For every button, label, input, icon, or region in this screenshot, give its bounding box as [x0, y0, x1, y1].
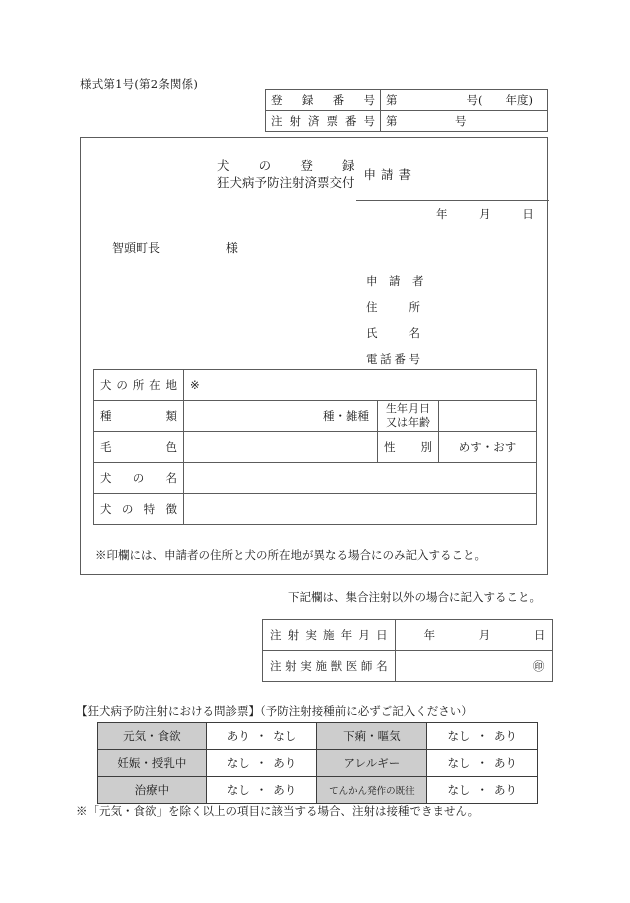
veterinarian-name-label: 注 射 実 施 獣 医 師 名	[263, 651, 396, 682]
questionnaire-answer-energy[interactable]: あり ・ なし	[206, 723, 317, 750]
vaccination-tag-number-value[interactable]: 第 号	[381, 111, 548, 132]
injection-date-year: 年	[423, 628, 436, 642]
form-title-stack	[217, 157, 355, 191]
table-row	[94, 494, 537, 525]
injection-date-value[interactable]	[395, 620, 553, 651]
table-row	[266, 90, 548, 111]
applicant-heading: 申 請 者	[366, 274, 424, 288]
addressee	[112, 239, 238, 256]
final-footnote: ※「元気・食欲」を除く以上の項目に該当する場合、注射は接種できません。	[76, 804, 480, 818]
table-row	[263, 651, 553, 682]
form-title-line-2: 狂犬病予防注射済票交付	[217, 175, 355, 190]
addressee-name: 智頭町長	[112, 241, 161, 255]
registration-number-label: 登 録 番 号	[266, 90, 381, 111]
injection-date-label: 注 射 実 施 年 月 日	[263, 620, 396, 651]
registration-number-value[interactable]: 第 号( 年度)	[381, 90, 548, 111]
dog-color-label: 毛 色	[94, 432, 184, 463]
veterinarian-name-value[interactable]	[395, 651, 553, 682]
questionnaire-answer-epilepsy[interactable]: なし ・ あり	[427, 777, 538, 804]
questionnaire-answer-allergy[interactable]: なし ・ あり	[427, 750, 538, 777]
questionnaire-answer-treatment[interactable]: なし ・ あり	[206, 777, 317, 804]
application-date[interactable]	[436, 206, 534, 222]
applicant-phone-field[interactable]: 電話番号	[366, 352, 420, 366]
questionnaire-label-energy: 元気・食欲	[98, 723, 207, 750]
questionnaire-answer-pregnancy[interactable]: なし ・ あり	[206, 750, 317, 777]
date-rule	[356, 200, 549, 201]
dog-sex-label: 性 別	[378, 432, 439, 463]
table-row	[94, 432, 537, 463]
dog-location-value[interactable]: ※	[184, 370, 537, 401]
dog-breed-value[interactable]: 種・雑種	[184, 401, 378, 432]
dog-name-label: 犬 の 名	[94, 463, 184, 494]
form-box-footnote: ※印欄には、申請者の住所と犬の所在地が異なる場合にのみ記入すること。	[95, 548, 486, 562]
injection-date-month: 月	[478, 628, 491, 642]
questionnaire-answer-diarrhea[interactable]: なし ・ あり	[427, 723, 538, 750]
table-row	[98, 750, 538, 777]
injection-record-table	[262, 619, 553, 682]
table-row	[98, 777, 538, 804]
applicant-block	[366, 268, 424, 372]
questionnaire-label-epilepsy: てんかん発作の既往	[317, 777, 427, 804]
form-title-suffix: 申請書	[363, 167, 417, 182]
dog-name-value[interactable]	[184, 463, 537, 494]
questionnaire-label-allergy: アレルギー	[317, 750, 427, 777]
vaccination-tag-number-label: 注 射 済 票 番 号	[266, 111, 381, 132]
table-row	[94, 370, 537, 401]
table-row	[263, 620, 553, 651]
injection-date-day: 日	[533, 628, 546, 642]
dog-dob-label: 生年月日 又は年齢	[378, 401, 439, 432]
table-row	[266, 111, 548, 132]
questionnaire-label-pregnancy: 妊娠・授乳中	[98, 750, 207, 777]
questionnaire-label-treatment: 治療中	[98, 777, 207, 804]
seal-icon: ㊞	[532, 659, 545, 673]
dog-features-value[interactable]	[184, 494, 537, 525]
main-form-box	[80, 137, 548, 575]
addressee-honorific: 様	[225, 241, 238, 255]
form-number: 様式第1号(第2条関係)	[80, 77, 199, 91]
registration-number-table	[265, 89, 548, 132]
date-day-label: 日	[522, 207, 534, 221]
applicant-name-field[interactable]: 氏 名	[366, 326, 420, 340]
questionnaire-label-diarrhea: 下痢・嘔気	[317, 723, 427, 750]
form-title-line-1: 犬 の 登 録	[217, 158, 355, 173]
dog-location-label: 犬 の 所 在 地	[94, 370, 184, 401]
dog-breed-label: 種 類	[94, 401, 184, 432]
dog-sex-value[interactable]: めす・おす	[439, 432, 537, 463]
injection-note: 下記欄は、集合注射以外の場合に記入すること。	[288, 590, 541, 604]
dog-features-label: 犬 の 特 徴	[94, 494, 184, 525]
applicant-address-field[interactable]: 住 所	[366, 300, 420, 314]
table-row	[98, 723, 538, 750]
dog-dob-value[interactable]	[439, 401, 537, 432]
form-title	[217, 157, 416, 191]
date-month-label: 月	[479, 207, 491, 221]
dog-information-table	[93, 369, 537, 525]
date-year-label: 年	[436, 207, 448, 221]
questionnaire-table	[97, 722, 538, 804]
dog-color-value[interactable]	[184, 432, 378, 463]
table-row	[94, 463, 537, 494]
table-row	[94, 401, 537, 432]
questionnaire-heading: 【狂犬病予防注射における問診票】（予防注射接種前に必ずご記入ください）	[76, 704, 473, 718]
